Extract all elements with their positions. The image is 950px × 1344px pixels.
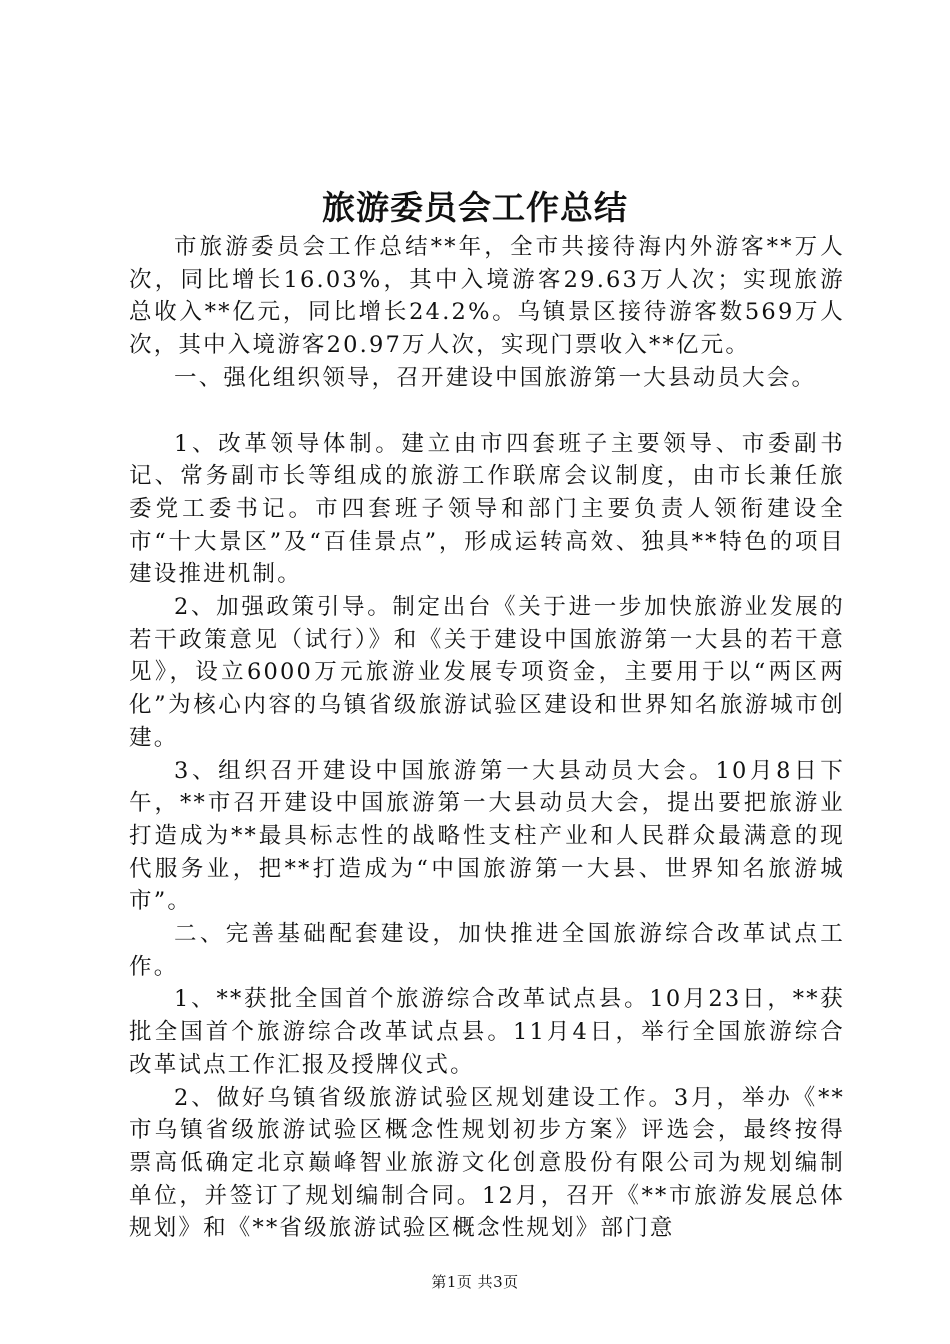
paragraph-item-1-2: 2、加强政策引导。制定出台《关于进一步加快旅游业发展的若干政策意见（试行）》和《关于建设中国旅游第一大县的若干意见》，设立6000万元旅游业发展专项资金，主要用于以“两区两化”为核心内容的乌镇省级旅游试验区建设和世界知名旅游城市创建。 [129, 594, 845, 751]
paragraph-item-1-3: 3、组织召开建设中国旅游第一大县动员大会。10月8日下午，**市召开建设中国旅游第一大县动员大会，提出要把旅游业打造成为**最具标志性的战略性支柱产业和人民群众最满意的现代服务业，把**打造成为“中国旅游第一大县、世界知名旅游城市”。 [129, 757, 845, 915]
page-footer: 第1页 共3页 [431, 1273, 519, 1291]
paragraph-section-heading-1: 一、强化组织领导，召开建设中国旅游第一大县动员大会。 [174, 364, 817, 391]
document-body [129, 231, 845, 1245]
paragraph-intro: 市旅游委员会工作总结**年，全市共接待海内外游客**万人次，同比增长16.03%，其中入境游客29.63万人次；实现旅游总收入**亿元，同比增长24.2%。乌镇景区接待游客数569万人次，其中入境游客20.97万人次，实现门票收入**亿元。 [129, 234, 845, 359]
paragraph-item-1-1: 1、改革领导体制。建立由市四套班子主要领导、市委副书记、常务副市长等组成的旅游工作联席会议制度，由市长兼任旅委党工委书记。市四套班子领导和部门主要负责人领衔建设全市“十大景区”及“百佳景点”，形成运转高效、独具**特色的项目建设推进机制。 [129, 430, 845, 588]
document-title: 旅游委员会工作总结 [322, 188, 628, 227]
paragraph-item-2-2: 2、做好乌镇省级旅游试验区规划建设工作。3月，举办《**市乌镇省级旅游试验区概念性规划初步方案》评选会，最终按得票高低确定北京巅峰智业旅游文化创意股份有限公司为规划编制单位，并签订了规划编制合同。12月，召开《**市旅游发展总体规划》和《**省级旅游试验区概念性规划》部门意 [129, 1084, 845, 1242]
paragraph-section-heading-2: 二、完善基础配套建设，加快推进全国旅游综合改革试点工作。 [129, 921, 845, 980]
paragraph-item-2-1: 1、**获批全国首个旅游综合改革试点县。10月23日，**获批全国首个旅游综合改革试点县。11月4日，举行全国旅游综合改革试点工作汇报及授牌仪式。 [129, 986, 845, 1078]
